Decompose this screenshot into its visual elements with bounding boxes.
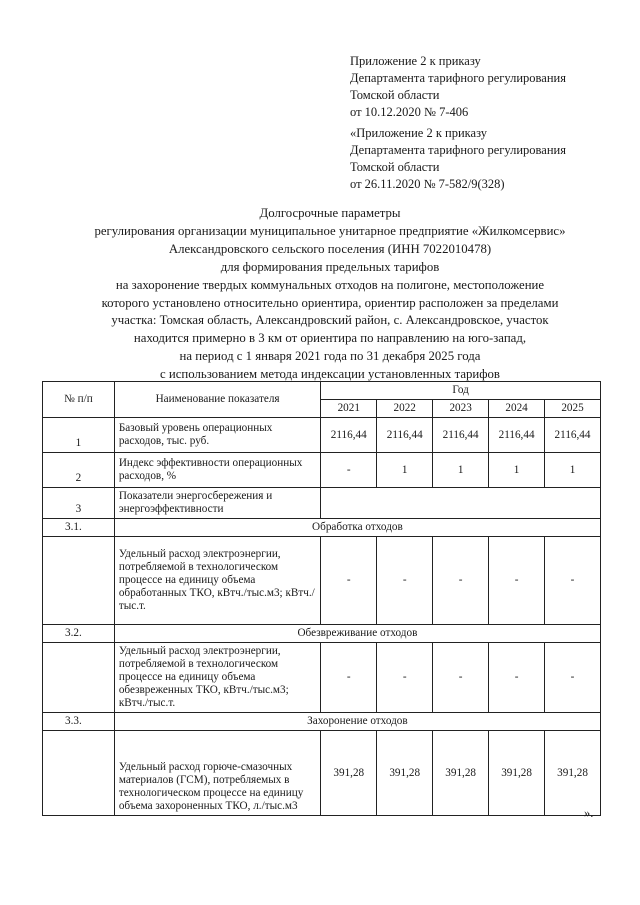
table-row xyxy=(43,488,601,519)
title-line: участка: Томская область, Александровский район, с. Александровское, участок xyxy=(111,313,549,328)
row-value: - xyxy=(321,643,377,713)
row-value: 391,28 xyxy=(489,731,545,816)
row-name: Удельный расход электроэнергии, потребляемой в технологическом процессе на единицу объема обезвреженных ТКО, кВтч./тыс.м3; кВтч./тыс.т. xyxy=(114,643,320,713)
row-value: - xyxy=(321,537,377,625)
header-line: Департамента тарифного регулирования xyxy=(350,71,566,85)
row-name: Показатели энергосбережения и энергоэффективности xyxy=(114,488,320,519)
row-value: 1 xyxy=(489,453,545,488)
row-value: - xyxy=(545,537,601,625)
row-value: 1 xyxy=(545,453,601,488)
order-header xyxy=(350,53,566,121)
closing-quote: ». xyxy=(584,806,594,820)
section-num: 3.3. xyxy=(43,713,115,731)
row-name: Индекс эффективности операционных расходов, % xyxy=(114,453,320,488)
section-title: Обезвреживание отходов xyxy=(114,625,600,643)
row-value: 2116,44 xyxy=(321,418,377,453)
col-header-name: Наименование показателя xyxy=(114,382,320,418)
table-row xyxy=(43,453,601,488)
header-line: Томской области xyxy=(350,88,440,102)
table-header-row xyxy=(43,382,601,400)
row-name: Удельный расход электроэнергии, потребляемой в технологическом процессе на единицу объема обработанных ТКО, кВтч./тыс.м3; кВтч./тыс.т. xyxy=(114,537,320,625)
header-line: от 10.12.2020 № 7-406 xyxy=(350,105,469,119)
row-num xyxy=(43,731,115,816)
section-num: 3.2. xyxy=(43,625,115,643)
title-line: на захоронение твердых коммунальных отходов на полигоне, местоположение xyxy=(115,277,545,292)
header-line: от 26.11.2020 № 7-582/9(328) xyxy=(350,177,505,191)
title-line: с использованием метода индексации установленных тарифов xyxy=(160,367,500,382)
year-header: 2021 xyxy=(321,400,377,418)
col-header-num: № п/п xyxy=(43,382,115,418)
parameters-table xyxy=(42,381,601,816)
header-line: «Приложение 2 к приказу xyxy=(350,126,488,140)
title-line: находится примерно в 3 км от ориентира по направлению на юго-запад, xyxy=(133,331,527,346)
year-header: 2025 xyxy=(545,400,601,418)
title-line: Александровского сельского поселения (ИНН 7022010478) xyxy=(168,241,492,256)
row-empty xyxy=(321,488,601,519)
section-row xyxy=(43,625,601,643)
year-header: 2022 xyxy=(377,400,433,418)
row-value: - xyxy=(377,643,433,713)
row-value: 2116,44 xyxy=(489,418,545,453)
row-value: 2116,44 xyxy=(433,418,489,453)
row-value: - xyxy=(545,643,601,713)
section-title: Захоронение отходов xyxy=(114,713,600,731)
row-num xyxy=(43,643,115,713)
row-name: Удельный расход горюче-смазочных материалов (ГСМ), потребляемых в технологическом процессе на единицу объема захороненных ТКО, л./тыс.м3 xyxy=(114,731,320,816)
row-num xyxy=(43,537,115,625)
table-row xyxy=(43,537,601,625)
header-line: Приложение 2 к приказу xyxy=(350,54,481,68)
table-row xyxy=(43,418,601,453)
year-header: 2024 xyxy=(489,400,545,418)
title-line: которого установлено относительно ориентира, ориентир расположен за пределами xyxy=(101,295,559,310)
row-value: - xyxy=(433,643,489,713)
title-line: на период с 1 января 2021 года по 31 декабря 2025 года xyxy=(179,349,481,364)
row-num: 1 xyxy=(43,418,115,453)
section-title: Обработка отходов xyxy=(114,519,600,537)
title-line: регулирования организации муниципальное унитарное предприятие «Жилкомсервис» xyxy=(94,223,566,238)
row-value: 1 xyxy=(433,453,489,488)
row-value: 2116,44 xyxy=(545,418,601,453)
header-line: Департамента тарифного регулирования xyxy=(350,143,566,157)
section-row xyxy=(43,519,601,537)
header-line: Томской области xyxy=(350,160,440,174)
title-line: для формирования предельных тарифов xyxy=(220,259,440,274)
row-value: 1 xyxy=(377,453,433,488)
section-num: 3.1. xyxy=(43,519,115,537)
row-value: - xyxy=(489,537,545,625)
table-row xyxy=(43,731,601,816)
row-value: 391,28 xyxy=(377,731,433,816)
row-value: 391,28 xyxy=(321,731,377,816)
row-value: - xyxy=(433,537,489,625)
amended-order-header xyxy=(350,125,566,193)
title-line: Долгосрочные параметры xyxy=(259,206,401,220)
section-row xyxy=(43,713,601,731)
row-value: - xyxy=(489,643,545,713)
row-value: 391,28 xyxy=(545,731,601,816)
row-num: 2 xyxy=(43,453,115,488)
row-num: 3 xyxy=(43,488,115,519)
row-name: Базовый уровень операционных расходов, тыс. руб. xyxy=(114,418,320,453)
row-value: - xyxy=(377,537,433,625)
table-row xyxy=(43,643,601,713)
row-value: 391,28 xyxy=(433,731,489,816)
col-header-year: Год xyxy=(321,382,601,400)
row-value: 2116,44 xyxy=(377,418,433,453)
year-header: 2023 xyxy=(433,400,489,418)
row-value: - xyxy=(321,453,377,488)
document-title xyxy=(60,205,600,384)
